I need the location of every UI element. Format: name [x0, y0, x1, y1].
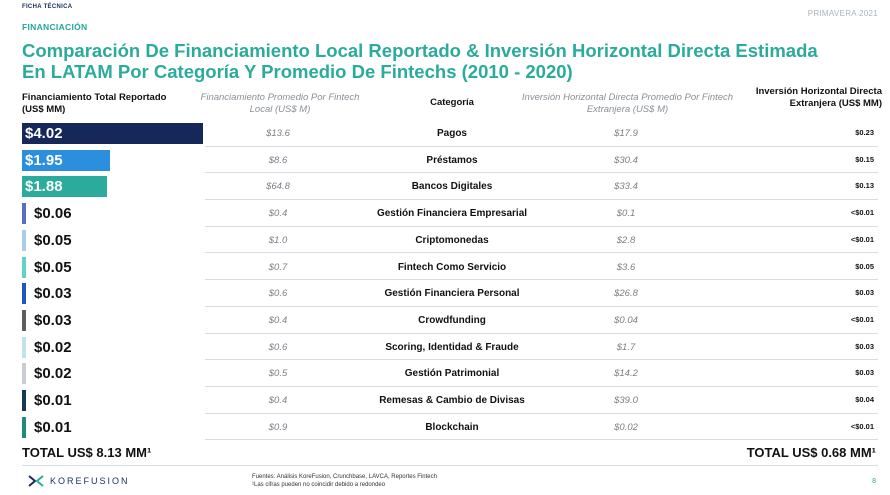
local-average-value: $0.6	[268, 341, 288, 353]
fdi-value: <$0.01	[850, 314, 874, 324]
table-row	[0, 200, 890, 227]
fdi-average-value: $0.02	[614, 421, 638, 433]
page-number: 8	[872, 478, 876, 485]
financing-amount: $0.02	[34, 365, 72, 383]
financing-amount: $0.03	[34, 285, 72, 303]
section-label: FINANCIACIÓN	[22, 22, 88, 32]
column-header-fdi: Inversión Horizontal Directa Extranjera (US$ MM)	[755, 86, 882, 109]
category-label: Gestión Patrimonial	[404, 368, 500, 380]
local-average-value: $0.4	[268, 314, 288, 326]
local-average-value: $0.6	[268, 288, 288, 300]
rounding-note: ¹Las cifras pueden no coincidir debido a redondeo	[252, 481, 386, 488]
korefusion-logo	[28, 474, 130, 488]
footer-divider	[22, 465, 878, 466]
financing-amount: $0.01	[34, 392, 72, 409]
local-average-value: $0.5	[268, 368, 288, 380]
financing-bar	[22, 337, 26, 358]
financing-amount: $1.88	[25, 178, 63, 196]
table-row	[0, 387, 890, 414]
fdi-average-value: $39.0	[614, 395, 638, 406]
financing-bar	[22, 283, 26, 304]
category-label: Préstamos	[426, 154, 478, 166]
page-title: Comparación De Financiamiento Local Reportado & Inversión Horizontal Directa Estimada En LATAM Por Categoría Y Promedio De Fintechs (2010 - 2020)	[22, 40, 818, 82]
financing-amount: $0.06	[34, 205, 72, 223]
table-row	[0, 227, 890, 254]
table-row	[0, 254, 890, 281]
fdi-value: <$0.01	[850, 234, 874, 244]
fdi-value: $0.04	[855, 395, 874, 404]
local-average-value: $0.7	[268, 261, 288, 273]
korefusion-logo-icon	[28, 474, 44, 488]
table-row	[0, 173, 890, 200]
fdi-average-value: $1.7	[616, 341, 636, 353]
financing-amount: $0.05	[34, 231, 72, 249]
financing-amount: $4.02	[25, 125, 63, 142]
column-header-fdi-average: Inversión Horizontal Directa Promedio Por Fintech Extranjera (US$ M)	[521, 92, 734, 115]
fdi-average-value: $30.4	[614, 154, 638, 166]
fdi-average-value: $0.1	[616, 208, 636, 220]
fdi-value: $0.15	[855, 154, 874, 164]
column-header-local-average: Financiamiento Promedio Por Fintech Local (US$ M)	[200, 92, 360, 115]
category-label: Scoring, Identidad & Fraude	[385, 341, 519, 353]
fdi-value: $0.03	[855, 368, 874, 378]
fdi-average-value: $3.6	[616, 261, 636, 273]
category-label: Criptomonedas	[415, 234, 489, 246]
table-row	[0, 147, 890, 174]
fdi-value: <$0.01	[850, 421, 874, 431]
table-row	[0, 334, 890, 361]
fdi-average-value: $17.9	[614, 128, 638, 139]
local-average-value: $1.0	[268, 234, 288, 246]
table-row	[0, 280, 890, 307]
financing-bar	[22, 417, 26, 438]
category-label: Blockchain	[425, 421, 479, 433]
financing-bar	[22, 230, 26, 251]
local-average-value: $0.4	[268, 395, 288, 406]
category-label: Bancos Digitales	[411, 181, 493, 193]
fdi-average-value: $2.8	[616, 234, 636, 246]
category-label: Gestión Financiera Personal	[384, 288, 520, 300]
fdi-average-value: $33.4	[614, 181, 638, 193]
financing-amount: $0.05	[34, 258, 72, 276]
table-row	[0, 360, 890, 387]
local-average-value: $0.9	[268, 421, 288, 433]
fdi-value: <$0.01	[850, 208, 874, 218]
total-fdi: TOTAL US$ 0.68 MM¹	[746, 445, 876, 460]
local-average-value: $8.6	[268, 154, 288, 166]
category-label: Fintech Como Servicio	[397, 261, 507, 273]
local-average-value: $64.8	[266, 181, 290, 193]
financing-bar	[22, 310, 26, 331]
sources-note	[252, 474, 437, 489]
fdi-average-value: $26.8	[614, 288, 638, 300]
financing-bar	[22, 363, 26, 384]
fdi-value: $0.23	[855, 128, 874, 137]
topline-label: FICHA TÉCNICA	[22, 4, 73, 10]
fdi-value: $0.05	[855, 261, 874, 271]
total-financing: TOTAL US$ 8.13 MM¹	[22, 445, 152, 460]
sources-text: Fuentes: Análisis KoreFusion, Crunchbase, LAVCA, Reportes Fintech	[252, 474, 437, 480]
financing-bar	[22, 257, 26, 278]
financing-amount: $1.95	[25, 151, 63, 169]
table-row	[0, 120, 890, 147]
fdi-average-value: $0.04	[614, 314, 638, 326]
table-row	[0, 414, 890, 441]
category-label: Crowdfunding	[418, 314, 486, 326]
fdi-value: $0.03	[855, 288, 874, 298]
table-row	[0, 307, 890, 334]
fdi-value: $0.03	[855, 341, 874, 351]
fdi-average-value: $14.2	[614, 368, 638, 380]
financing-amount: $0.02	[34, 338, 72, 356]
column-header-financing: Financiamiento Total Reportado (US$ MM)	[22, 92, 167, 115]
column-header-category: Categoría	[430, 97, 474, 108]
financing-bar	[22, 203, 26, 224]
fdi-value: $0.13	[855, 181, 874, 191]
season-label: PRIMAVERA 2021	[807, 9, 878, 18]
local-average-value: $0.4	[268, 208, 288, 220]
local-average-value: $13.6	[266, 128, 290, 139]
category-label: Remesas & Cambio de Divisas	[379, 395, 525, 406]
financing-amount: $0.01	[34, 418, 72, 436]
financing-bar	[22, 390, 26, 411]
category-label: Pagos	[436, 128, 467, 139]
category-label: Gestión Financiera Empresarial	[376, 208, 528, 220]
financing-amount: $0.03	[34, 311, 72, 329]
logo-text: KOREFUSION	[50, 476, 130, 486]
row-divider	[205, 439, 878, 440]
